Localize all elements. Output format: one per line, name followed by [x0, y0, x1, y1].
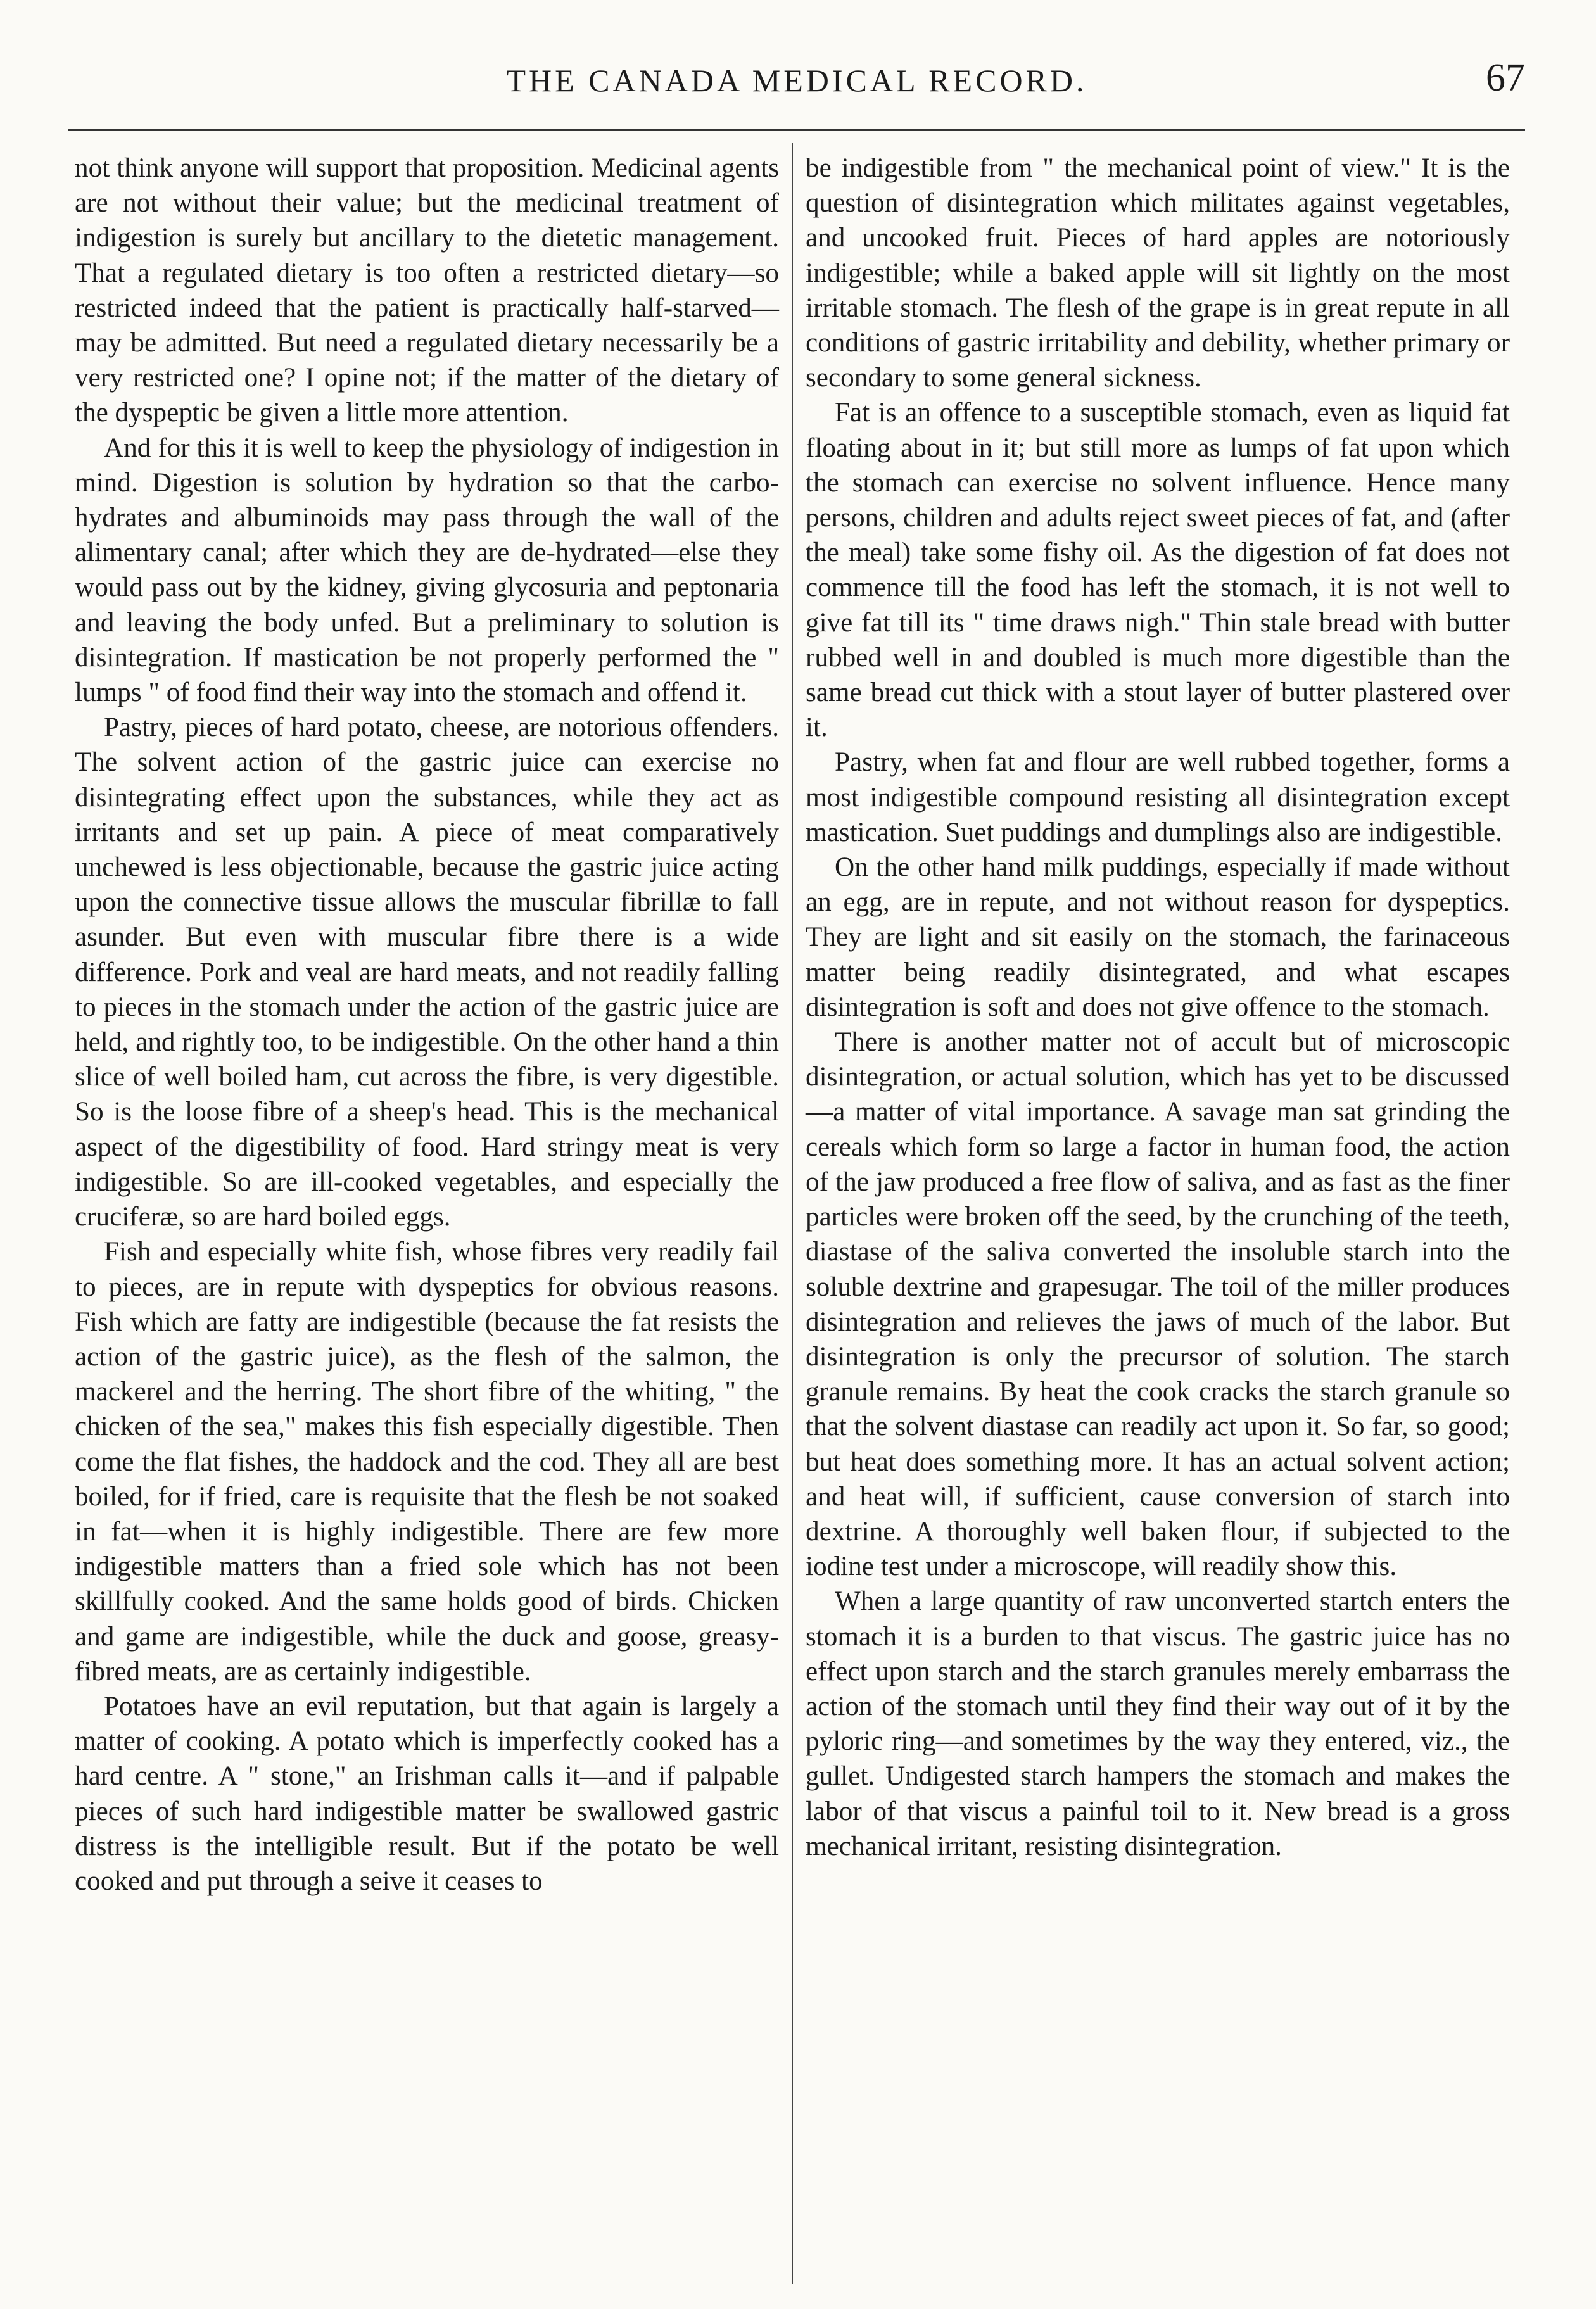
- paragraph: On the other hand milk puddings, especially if made without an egg, are in repute, and not without reason for dyspeptics. They are light and sit easily on the stomach, the farinaceous matter being readily disintegrated, and what escapes disintegration is soft and does not give offence to the stomach.: [806, 852, 1510, 1022]
- page-number: 67: [1486, 56, 1525, 99]
- page-header: [68, 56, 1525, 113]
- right-column: [806, 151, 1510, 1864]
- left-column: [75, 151, 779, 1899]
- header-rule: [68, 129, 1525, 131]
- paragraph: Fish and especially white fish, whose fibres very readily fail to pieces, are in repute with dyspeptics for obvious reasons. Fish which are fatty are indigestible (because the fat resists the action of the gastric juice), as the flesh of the salmon, the mackerel and the herring. The short fibre of the whiting, " the chicken of the sea," makes this fish especially digestible. Then come the flat fishes, the haddock and the cod. They all are best boiled, for if fried, care is requisite that the flesh be not soaked in fat—when it is highly indigestible. There are few more indigestible matters than a fried sole which has not been skillfully cooked. And the same holds good of birds. Chicken and game are indigestible, while the duck and goose, greasy-fibred meats, are as certainly indigestible.: [75, 1237, 779, 1686]
- paragraph: Fat is an offence to a susceptible stomach, even as liquid fat floating about in it; but still more as lumps of fat upon which the stomach can exercise no solvent influence. Hence many persons, children and adults reject sweet pieces of fat, and (after the meal) take some fishy oil. As the digestion of fat does not commence till the food has left the stomach, it is not well to give fat till its " time draws nigh." Thin stale bread with butter rubbed well in and doubled is much more digestible than the same bread cut thick with a stout layer of butter plastered over it.: [806, 398, 1510, 743]
- paragraph: And for this it is well to keep the physiology of indigestion in mind. Digestion is solution by hydration so that the carbo-hydrates and albuminoids may pass through the wall of the alimentary canal; after which they are de-hydrated—else they would pass out by the kidney, giving glycosuria and peptonaria and leaving the body unfed. But a preliminary to solution is disintegration. If mastication be not properly performed the " lumps " of food find their way into the stomach and offend it.: [75, 433, 779, 708]
- paragraph: There is another matter not of accult but of microscopic disintegration, or actual solution, which has yet to be discussed—a matter of vital importance. A savage man sat grinding the cereals which form so large a factor in human food, the action of the jaw produced a free flow of saliva, and as fast as the finer particles were broken off the seed, by the crunching of the teeth, diastase of the saliva converted the insoluble starch into the soluble dextrine and grapesugar. The toil of the miller produces disintegration and relieves the jaws of much of the labor. But disintegration is only the precursor of solution. The starch granule remains. By heat the cook cracks the starch granule so that the solvent diastase can readily act upon it. So far, so good; but heat does something more. It has an actual solvent action; and heat will, if sufficient, cause conversion of starch into dextrine. A thoroughly well baken flour, if subjected to the iodine test under a microscope, will readily show this.: [806, 1027, 1510, 1582]
- paragraph: be indigestible from " the mechanical point of view." It is the question of disintegration which militates against vegetables, and uncooked fruit. Pieces of hard apples are notoriously indigestible; while a baked apple will sit lightly on the most irritable stomach. The flesh of the grape is in great repute in all conditions of gastric irritability and debility, whether primary or secondary to some general sickness.: [806, 153, 1510, 393]
- paragraph: When a large quantity of raw unconverted startch enters the stomach it is a burden to that viscus. The gastric juice has no effect upon starch and the starch granules merely embarrass the action of the stomach until they find their way out of it by the pyloric ring—and sometimes by the way they entered, viz., the gullet. Undigested starch hampers the stomach and makes the labor of that viscus a painful toil to it. New bread is a gross mechanical irritant, resisting disintegration.: [806, 1586, 1510, 1861]
- paragraph: not think anyone will support that proposition. Medicinal agents are not without their value; but the medicinal treatment of indigestion is surely but ancillary to the dietetic management. That a regulated dietary is too often a restricted dietary—so restricted indeed that the patient is practically half-starved—may be admitted. But need a regulated dietary necessarily be a very restricted one? I opine not; if the matter of the dietary of the dyspeptic be given a little more attention.: [75, 153, 779, 428]
- running-title: THE CANADA MEDICAL RECORD.: [506, 63, 1087, 98]
- paragraph: Pastry, when fat and flour are well rubbed together, forms a most indigestible compound resisting all disintegration except mastication. Suet puddings and dumplings also are indigestible.: [806, 747, 1510, 847]
- column-divider: [792, 143, 793, 2284]
- paragraph: Pastry, pieces of hard potato, cheese, are notorious offenders. The solvent action of the gastric juice can exercise no disintegrating effect upon the substances, while they act as irritants and set up pain. A piece of meat comparatively unchewed is less objectionable, because the gastric juice acting upon the connective tissue allows the muscular fibrillæ to fall asunder. But even with muscular fibre there is a wide difference. Pork and veal are hard meats, and not readily falling to pieces in the stomach under the action of the gastric juice are held, and rightly too, to be indigestible. On the other hand a thin slice of well boiled ham, cut across the fibre, is very digestible. So is the loose fibre of a sheep's head. This is the mechanical aspect of the digestibility of food. Hard stringy meat is very indigestible. So are ill-cooked vegetables, and especially the cruciferæ, so are hard boiled eggs.: [75, 712, 779, 1232]
- paragraph: Potatoes have an evil reputation, but that again is largely a matter of cooking. A potato which is imperfectly cooked has a hard centre. A " stone," an Irishman calls it—and if palpable pieces of such hard indigestible matter be swallowed gastric distress is the intelligible result. But if the potato be well cooked and put through a seive it ceases to: [75, 1691, 779, 1896]
